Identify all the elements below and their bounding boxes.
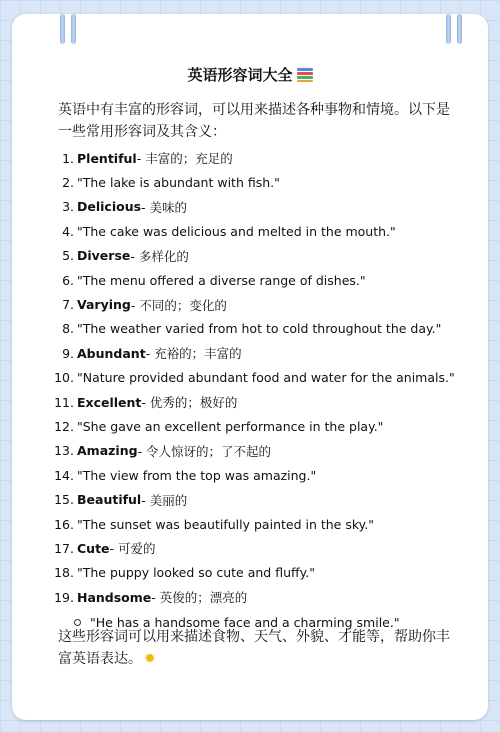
list-item-number: 1. [62,150,74,166]
sparkle-icon: ✹ [144,651,156,667]
example-sentence: "The lake is abundant with fish." [77,175,280,191]
outro-text: 这些形容词可以用来描述食物、天气、外貌、才能等，帮助你丰富英语表达。 [58,629,450,667]
adjective-meaning: - 令人惊讶的；了不起的 [137,443,272,459]
list-item-number: 19. [54,589,74,605]
list-item-number: 9. [62,345,74,361]
example-sentence: "The weather varied from hot to cold throughout the day." [77,321,442,337]
list-item-number: 5. [62,248,74,264]
books-icon [297,68,313,82]
list-item [48,146,468,170]
list-item-number: 18. [54,565,74,581]
list-item [48,561,468,585]
adjective-meaning: - 美味的 [141,199,188,215]
sub-item-text: "He has a handsome face and a charming smile." [90,614,400,630]
list-item-number: 15. [54,492,74,508]
list-item-number: 17. [54,540,74,556]
example-sentence: "The sunset was beautifully painted in the sky." [77,516,374,532]
list-item-number: 6. [62,272,74,288]
intro-paragraph: 英语中有丰富的形容词，可以用来描述各种事物和情境。以下是一些常用形容词及其含义： [58,102,450,140]
adjective-word: Handsome [77,589,152,605]
list-item [48,341,468,365]
list-item-number: 16. [54,516,74,532]
adjective-word: Beautiful [77,492,142,508]
list-item-number: 8. [62,321,74,337]
example-sentence: "The view from the top was amazing." [77,467,317,483]
binder-ring-right [442,14,466,44]
outro-paragraph [58,626,458,670]
example-sentence: "The cake was delicious and melted in the mouth." [77,223,396,239]
list-item-number: 10. [54,370,74,386]
binder-ring-left [56,14,80,44]
list-item-number: 12. [54,418,74,434]
adjective-meaning: - 充裕的；丰富的 [145,346,242,362]
adjective-word: Amazing [77,443,138,459]
list-item [48,487,468,511]
list-item [48,292,468,316]
adjective-word: Varying [77,297,131,313]
list-item [48,390,468,414]
list-item [48,170,468,194]
list-item [48,195,468,219]
list-item [48,268,468,292]
example-sentence: "She gave an excellent performance in the play." [77,418,384,434]
list-item [48,463,468,487]
circle-bullet-icon [74,619,81,626]
adjective-meaning: - 美丽的 [141,492,188,508]
list-item [48,244,468,268]
adjective-meaning: - 英俊的；漂亮的 [151,590,248,606]
adjective-word: Delicious [77,199,142,215]
list-item [48,512,468,536]
list-item-number: 13. [54,443,74,459]
title-text: 英语形容词大全 [187,66,293,84]
adjective-meaning: - 多样化的 [130,248,189,264]
adjective-meaning: - 可爱的 [109,541,156,557]
list-item-number: 14. [54,467,74,483]
list-item-number: 11. [54,394,74,410]
adjective-meaning: - 优秀的；极好的 [141,395,238,411]
adjective-meaning: - 丰富的；充足的 [136,151,233,167]
list-item [48,366,468,390]
adjective-word: Abundant [77,345,146,361]
list-item-number: 7. [62,297,74,313]
list-item-number: 2. [62,175,74,191]
adjective-word: Excellent [77,394,142,410]
adjective-word: Diverse [77,248,131,264]
adjective-meaning: - 不同的；变化的 [130,297,227,313]
example-sentence: "Nature provided abundant food and water for the animals." [77,370,455,386]
list-item [48,317,468,341]
list-item [48,585,468,609]
example-sentence: "The menu offered a diverse range of dishes." [77,272,366,288]
adjective-word: Plentiful [77,150,137,166]
list-item [48,219,468,243]
list-item-number: 4. [62,223,74,239]
list-item-number: 3. [62,199,74,215]
example-sentence: "The puppy looked so cute and fluffy." [77,565,315,581]
list-item [48,536,468,560]
page-title [12,64,488,85]
list-item [48,414,468,438]
list-item [48,439,468,463]
adjective-word: Cute [77,540,110,556]
adjective-list [48,146,468,635]
